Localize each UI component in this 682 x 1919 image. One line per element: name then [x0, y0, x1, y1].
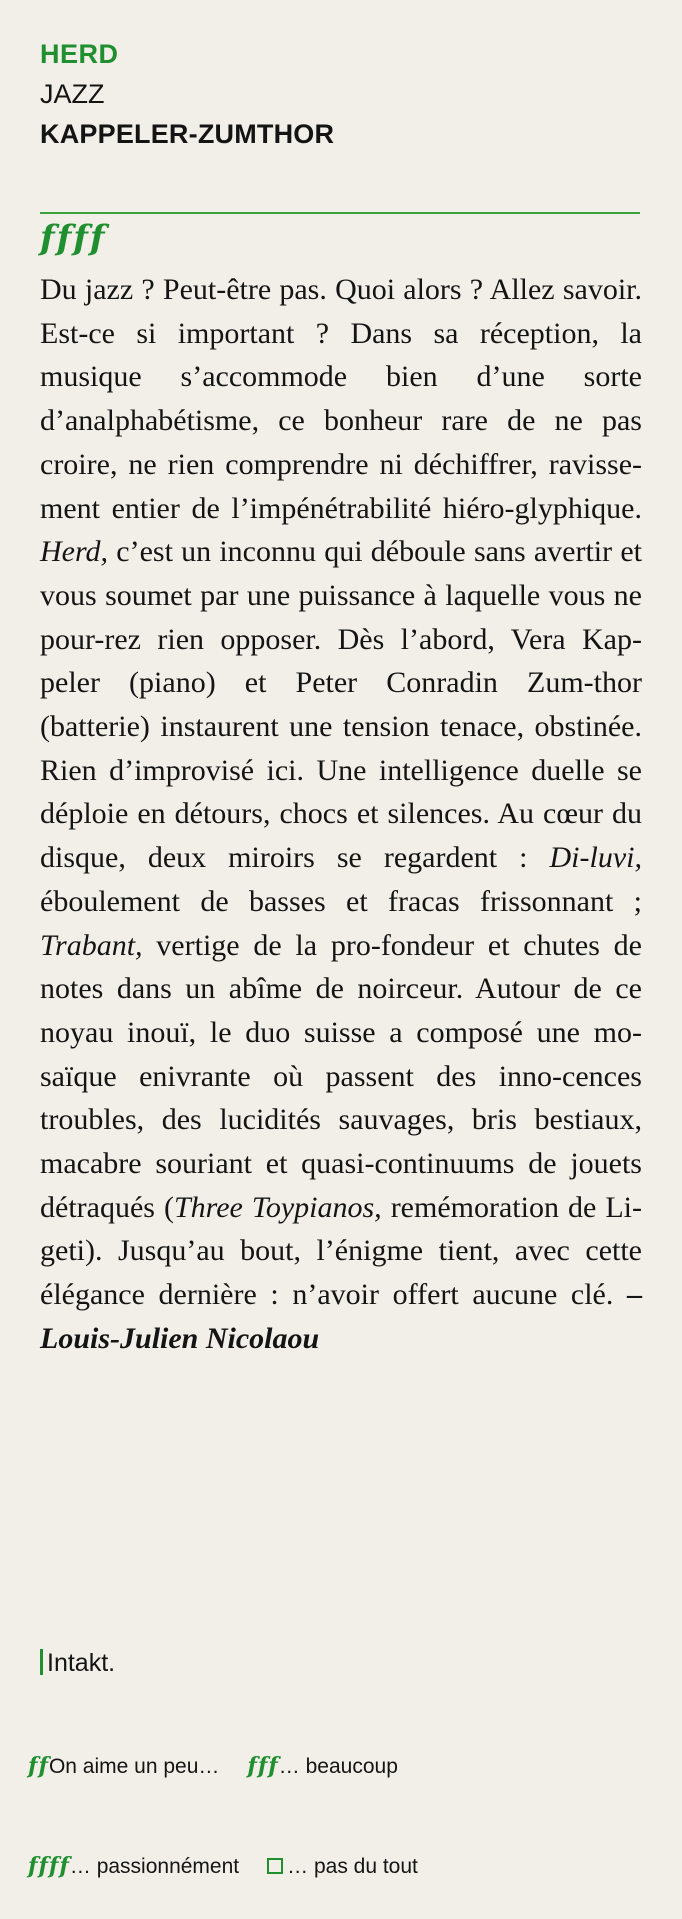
legend-mark-ffff: ffff	[28, 1853, 70, 1879]
empty-square-icon	[267, 1858, 283, 1874]
rating-legend-row-1	[28, 1752, 398, 1781]
review-text: c’est un inconnu qui déboule sans avertir et vous soumet par une puissance à laquelle vous ne pour-rez rien opposer. Dès l’abord, Vera Kap-peler (piano) et Peter Conradin Zum-thor (batterie) instaurent une tension tenace, obstinée. Rien d’improvisé ici. Une intelligence duelle se déploie en détours, chocs et silences. Au cœur du disque, deux miroirs se regardent :	[40, 535, 642, 875]
review-paragraph	[40, 268, 642, 1361]
label-bar-icon	[40, 1649, 43, 1675]
record-label	[40, 1646, 115, 1680]
artist-name: KAPPELER-ZUMTHOR	[40, 119, 335, 149]
review-text: Du jazz ? Peut-être pas. Quoi alors ? Allez savoir. Est-ce si important ? Dans sa réception, la musique s’accommode bien d’une sorte d’analphabétisme, ce bonheur rare de ne pas croire, ne rien comprendre ni déchiffrer, ravisse-ment entier de l’impénétrabilité hiéro-glyphique.	[40, 273, 642, 525]
author-name: Louis-Julien Nicolaou	[40, 1321, 320, 1355]
review-body	[40, 268, 642, 1361]
legend-label-none: … pas du tout	[287, 1855, 418, 1878]
rating-mark: ffff	[40, 218, 107, 258]
track-title-trabant: Trabant,	[40, 928, 143, 962]
divider-rule	[40, 212, 640, 214]
review-text: éboulement de basses et fracas frissonnant ;	[40, 884, 642, 918]
review-text: vertige de la pro-fondeur et chutes de notes dans un abîme de noirceur. Autour de ce noyau inouï, le duo suisse a composé une mo-saïque enivrante où passent des inno-cences troubles, des lucidités sauvages, bris bestiaux, macabre souriant et quasi-continuums de jouets détraqués (	[40, 928, 642, 1224]
legend-label-ffff: … passionnément	[69, 1855, 240, 1878]
rating-legend-row-2	[28, 1852, 418, 1881]
genre-label: JAZZ	[40, 79, 105, 109]
review-header	[40, 36, 334, 152]
album-title-inline: Herd,	[40, 535, 109, 569]
author-dash: –	[627, 1278, 642, 1312]
legend-label-fff: … beaucoup	[278, 1755, 398, 1778]
legend-mark-fff: fff	[247, 1753, 279, 1779]
legend-label-ff: On aime un peu…	[48, 1755, 220, 1778]
record-label-text: Intakt.	[47, 1649, 116, 1677]
legend-mark-ff: ff	[28, 1753, 49, 1779]
review-text: remémoration de Li-geti). Jusqu’au bout, l’énigme tient, avec cette élégance dernière : n’avoir offert aucune clé.	[40, 1190, 643, 1312]
album-title: HERD	[40, 39, 119, 69]
track-title-toypianos: Three Toypianos,	[173, 1190, 382, 1224]
track-title-diluvi: Di-luvi,	[549, 841, 642, 875]
